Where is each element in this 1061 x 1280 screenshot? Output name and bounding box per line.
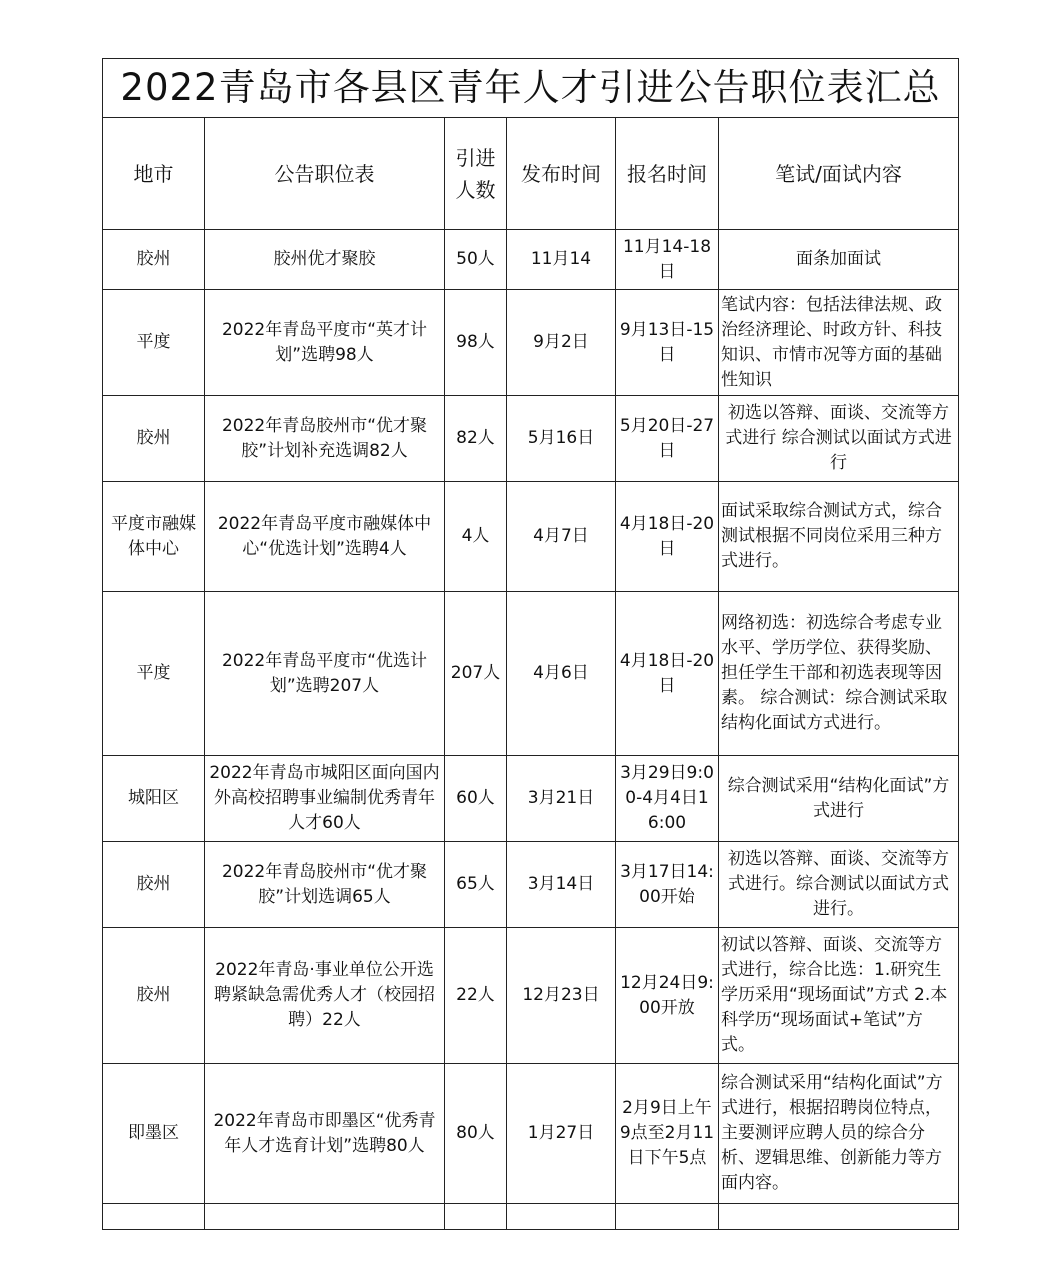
cell-count: 50人 <box>445 230 507 290</box>
cell-count: 4人 <box>445 482 507 592</box>
cell-exam: 综合测试采用“结构化面试”方式进行 <box>719 756 959 842</box>
cell-exam: 笔试内容：包括法律法规、政治经济理论、时政方针、科技知识、市情市况等方面的基础性知识 <box>719 290 959 396</box>
header-notice: 公告职位表 <box>205 118 445 230</box>
cell-count: 22人 <box>445 928 507 1064</box>
cell-city: 平度 <box>103 592 205 756</box>
table-row <box>103 1064 959 1204</box>
cell-exam: 初试以答辩、面谈、交流等方式进行，综合比选：1.研究生学历采用“现场面试”方式 2.本科学历“现场面试+笔试”方式。 <box>719 928 959 1064</box>
cell-register: 12月24日9:00开放 <box>616 928 719 1064</box>
cell-city: 胶州 <box>103 928 205 1064</box>
cell-notice: 2022年青岛市城阳区面向国内外高校招聘事业编制优秀青年人才60人 <box>205 756 445 842</box>
cell-count: 60人 <box>445 756 507 842</box>
cell-publish: 4月7日 <box>507 482 616 592</box>
cell-city: 城阳区 <box>103 756 205 842</box>
cell-city: 平度 <box>103 290 205 396</box>
cell-city: 胶州 <box>103 842 205 928</box>
cell-publish: 11月14 <box>507 230 616 290</box>
empty-cell <box>445 1204 507 1230</box>
table-row <box>103 230 959 290</box>
cell-city: 胶州 <box>103 230 205 290</box>
cell-publish: 3月14日 <box>507 842 616 928</box>
cell-count: 207人 <box>445 592 507 756</box>
cell-publish: 5月16日 <box>507 396 616 482</box>
header-row <box>103 118 959 230</box>
table-row <box>103 842 959 928</box>
cell-count: 65人 <box>445 842 507 928</box>
cell-notice: 2022年青岛平度市“英才计划”选聘98人 <box>205 290 445 396</box>
table-row <box>103 290 959 396</box>
table-row <box>103 482 959 592</box>
cell-notice: 胶州优才聚胶 <box>205 230 445 290</box>
cell-register: 2月9日上午9点至2月11日下午5点 <box>616 1064 719 1204</box>
table-row <box>103 756 959 842</box>
cell-exam: 初选以答辩、面谈、交流等方式进行。综合测试以面试方式进行。 <box>719 842 959 928</box>
cell-exam: 面条加面试 <box>719 230 959 290</box>
cell-exam: 面试采取综合测试方式，综合测试根据不同岗位采用三种方式进行。 <box>719 482 959 592</box>
sheet-title: 2022青岛市各县区青年人才引进公告职位表汇总 <box>103 59 959 118</box>
job-summary-sheet <box>102 58 958 1230</box>
cell-publish: 1月27日 <box>507 1064 616 1204</box>
cell-publish: 4月6日 <box>507 592 616 756</box>
cell-exam: 初选以答辩、面谈、交流等方式进行 综合测试以面试方式进行 <box>719 396 959 482</box>
cell-city: 即墨区 <box>103 1064 205 1204</box>
cell-notice: 2022年青岛市即墨区“优秀青年人才选育计划”选聘80人 <box>205 1064 445 1204</box>
cell-publish: 12月23日 <box>507 928 616 1064</box>
table-row <box>103 592 959 756</box>
cell-notice: 2022年青岛平度市“优选计划”选聘207人 <box>205 592 445 756</box>
empty-row <box>103 1204 959 1230</box>
cell-register: 11月14-18日 <box>616 230 719 290</box>
header-city: 地市 <box>103 118 205 230</box>
cell-register: 3月29日9:00-4月4日16:00 <box>616 756 719 842</box>
cell-register: 5月20日-27日 <box>616 396 719 482</box>
cell-publish: 3月21日 <box>507 756 616 842</box>
cell-exam: 网络初选：初选综合考虑专业水平、学历学位、获得奖励、担任学生干部和初选表现等因素。 综合测试：综合测试采取结构化面试方式进行。 <box>719 592 959 756</box>
cell-count: 82人 <box>445 396 507 482</box>
cell-notice: 2022年青岛·事业单位公开选聘紧缺急需优秀人才（校园招聘）22人 <box>205 928 445 1064</box>
cell-publish: 9月2日 <box>507 290 616 396</box>
cell-city: 平度市融媒体中心 <box>103 482 205 592</box>
cell-notice: 2022年青岛胶州市“优才聚胶”计划补充选调82人 <box>205 396 445 482</box>
cell-notice: 2022年青岛胶州市“优才聚胶”计划选调65人 <box>205 842 445 928</box>
cell-count: 80人 <box>445 1064 507 1204</box>
cell-count: 98人 <box>445 290 507 396</box>
cell-register: 3月17日14:00开始 <box>616 842 719 928</box>
cell-exam: 综合测试采用“结构化面试”方式进行，根据招聘岗位特点，主要测评应聘人员的综合分析、逻辑思维、创新能力等方面内容。 <box>719 1064 959 1204</box>
empty-cell <box>719 1204 959 1230</box>
header-exam: 笔试/面试内容 <box>719 118 959 230</box>
empty-cell <box>103 1204 205 1230</box>
empty-cell <box>205 1204 445 1230</box>
cell-register: 4月18日-20日 <box>616 482 719 592</box>
table-row <box>103 928 959 1064</box>
header-register: 报名时间 <box>616 118 719 230</box>
cell-register: 9月13日-15日 <box>616 290 719 396</box>
header-count: 引进人数 <box>445 118 507 230</box>
job-table <box>102 58 959 1230</box>
cell-register: 4月18日-20日 <box>616 592 719 756</box>
cell-notice: 2022年青岛平度市融媒体中心“优选计划”选聘4人 <box>205 482 445 592</box>
empty-cell <box>507 1204 616 1230</box>
table-row <box>103 396 959 482</box>
empty-cell <box>616 1204 719 1230</box>
title-row <box>103 59 959 118</box>
header-publish: 发布时间 <box>507 118 616 230</box>
cell-city: 胶州 <box>103 396 205 482</box>
